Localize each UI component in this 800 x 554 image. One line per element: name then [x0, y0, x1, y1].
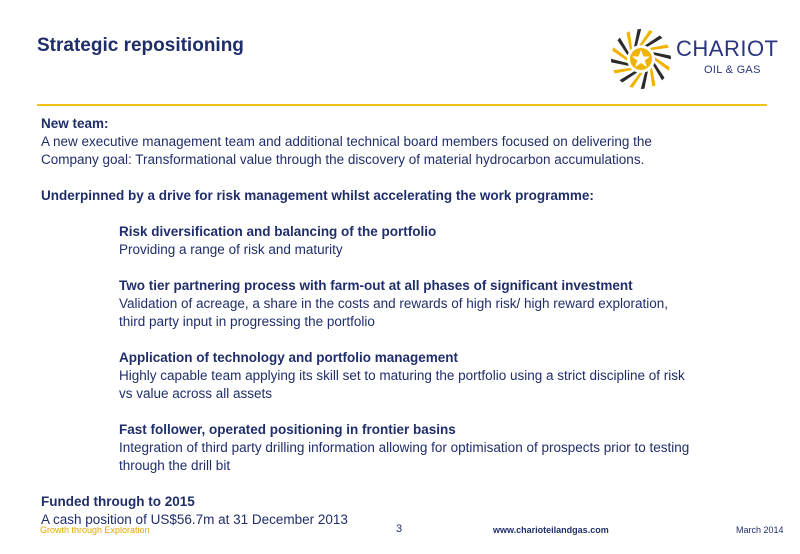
footer-tagline: Growth through Exploration	[40, 525, 150, 535]
slide-body	[41, 115, 771, 529]
strategy-item-text: Providing a range of risk and maturity	[119, 242, 343, 257]
strategy-item-text: third party input in progressing the portfolio	[119, 314, 375, 329]
team-text-line-1: A new executive management team and additional technical board members focused on delivering the	[41, 134, 652, 149]
drive-heading: Underpinned by a drive for risk management whilst accelerating the work programme:	[41, 188, 594, 203]
strategy-item-heading: Application of technology and portfolio management	[119, 350, 459, 365]
strategy-item	[41, 421, 771, 475]
footer-date: March 2014	[736, 525, 784, 535]
strategy-item-text: Validation of acreage, a share in the costs and rewards of high risk/ high reward exploration,	[119, 296, 669, 311]
strategy-item-text: vs value across all assets	[119, 386, 273, 401]
page-title: Strategic repositioning	[37, 35, 244, 56]
strategy-item-heading: Fast follower, operated positioning in frontier basins	[119, 422, 456, 437]
logo-ray	[613, 68, 632, 74]
strategy-item-text: Highly capable team applying its skill set to maturing the portfolio using a strict discipline of risk	[119, 368, 685, 383]
title-divider	[37, 104, 767, 106]
page-number: 3	[396, 523, 403, 535]
funded-text: A cash position of US$56.7m at 31 December 2013	[41, 512, 348, 527]
logo-subtitle: OIL & GAS	[704, 64, 761, 76]
strategy-item-heading: Two tier partnering process with farm-out at all phases of significant investment	[119, 278, 633, 293]
sunburst-icon	[608, 26, 676, 92]
footer-url[interactable]: www.charioteilandgas.com	[493, 525, 609, 535]
logo-ray	[650, 45, 669, 51]
logo-ray	[650, 68, 656, 87]
strategy-item-heading: Risk diversification and balancing of the portfolio	[119, 224, 437, 239]
strategy-item-text: Integration of third party drilling information allowing for optimisation of prospects prior to testing	[119, 440, 690, 455]
strategy-item	[41, 223, 771, 259]
team-text-line-2: Company goal: Transformational value through the discovery of material hydrocarbon accumulations.	[41, 152, 645, 167]
team-heading: New team:	[41, 116, 109, 131]
logo-ray	[627, 31, 633, 50]
strategy-item	[41, 349, 771, 403]
strategy-item	[41, 277, 771, 331]
logo-name: CHARIOT	[676, 36, 779, 61]
funded-heading: Funded through to 2015	[41, 494, 195, 509]
strategy-item-text: through the drill bit	[119, 458, 231, 473]
company-logo	[608, 26, 779, 92]
